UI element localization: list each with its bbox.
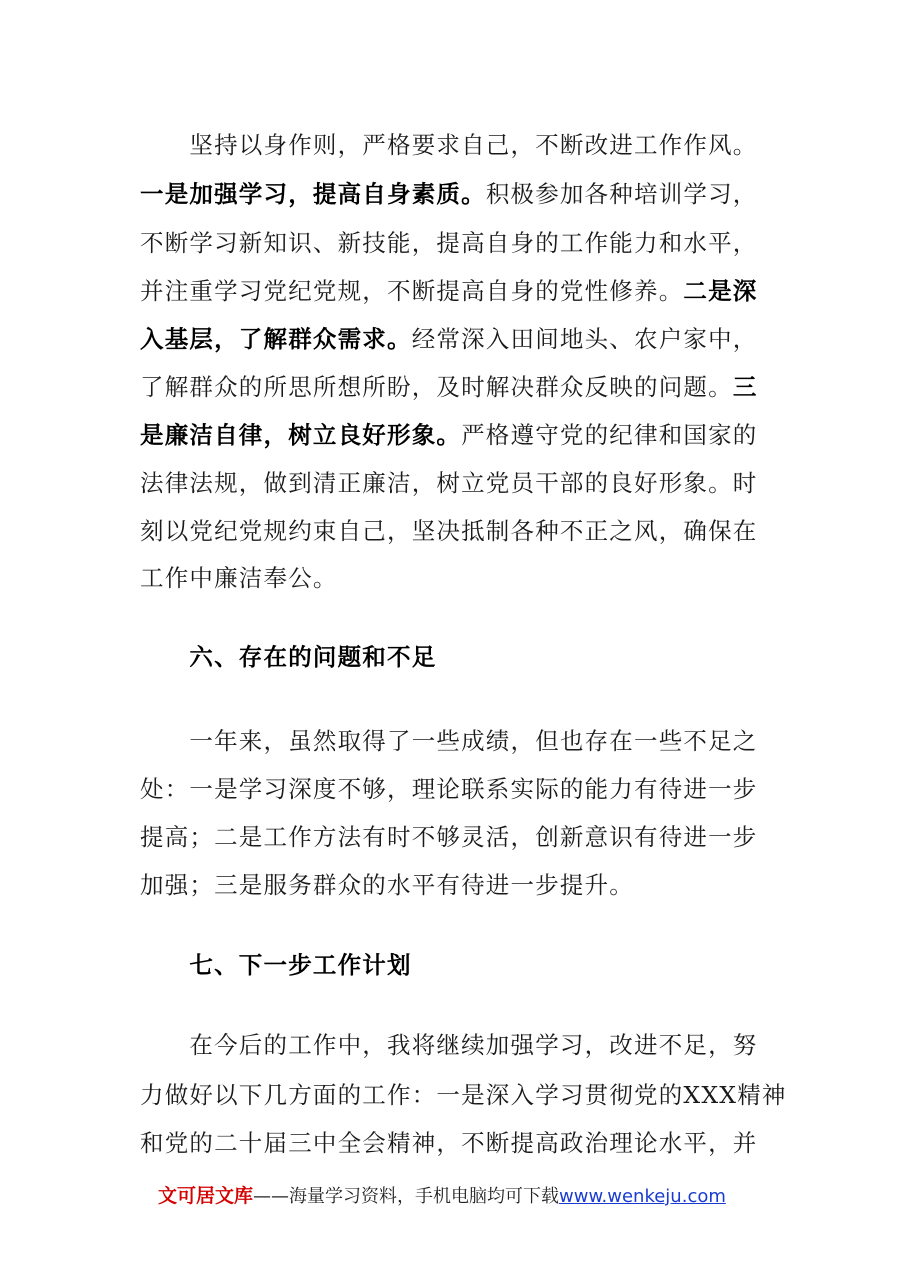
text-line xyxy=(140,822,780,852)
text-segment: 处：一是学习深度不够，理论联系实际的能力有待进一步 xyxy=(140,775,758,803)
text-segment: 工作中廉洁奉公。 xyxy=(140,564,338,592)
text-line xyxy=(140,726,780,756)
bold-text-segment: 三 xyxy=(732,373,758,401)
text-segment: 积极参加各种培训学习， xyxy=(485,180,758,208)
text-segment: 经常深入田间地头、农户家中， xyxy=(411,325,758,353)
bold-text-segment: 七、下一步工作计划 xyxy=(140,951,412,979)
text-segment: 严格遵守党的纪律和国家的 xyxy=(461,421,758,449)
text-segment: 加强；三是服务群众的水平有待进一步提升。 xyxy=(140,871,634,899)
text-segment: 和党的二十届三中全会精神，不断提高政治理论水平，并 xyxy=(140,1129,758,1157)
footer-tagline: ——海量学习资料，手机电脑均可下载 xyxy=(253,1186,560,1207)
text-line xyxy=(140,228,780,258)
text-segment: 刻以党纪党规约束自己，坚决抵制各种不正之风，确保在 xyxy=(140,517,758,545)
text-line xyxy=(140,1080,787,1110)
text-line xyxy=(140,420,780,450)
text-line xyxy=(140,468,780,498)
text-segment: 了解群众的所思所想所盼，及时解决群众反映的问题。 xyxy=(140,373,733,401)
text-line xyxy=(140,870,780,900)
text-line xyxy=(140,563,780,593)
text-segment: 坚持以身作则，严格要求自己，不断改进工作作风。 xyxy=(140,131,758,159)
text-segment: 并注重学习党纪党规，不断提高自身的党性修养。 xyxy=(140,277,684,305)
bold-text-segment: 是廉洁自律，树立良好形象。 xyxy=(140,421,462,449)
text-segment: 力做好以下几方面的工作：一是深入学习贯彻党的XXX精神 xyxy=(140,1081,787,1109)
text-segment: 提高；二是工作方法有时不够灵活，创新意识有待进一步 xyxy=(140,823,758,851)
text-line xyxy=(140,276,780,306)
text-line xyxy=(140,372,780,402)
footer-brand: 文可居文库 xyxy=(158,1185,254,1207)
bold-text-segment: 入基层，了解群众需求。 xyxy=(140,325,412,353)
footer-url-link[interactable]: www.wenkeju.com xyxy=(559,1186,726,1207)
text-line xyxy=(140,130,780,160)
bold-text-segment: 六、存在的问题和不足 xyxy=(140,643,437,671)
text-segment: 法律法规，做到清正廉洁，树立党员干部的良好形象。时 xyxy=(140,469,758,497)
text-segment: 不断学习新知识、新技能，提高自身的工作能力和水平， xyxy=(140,229,758,257)
text-line xyxy=(140,774,780,804)
text-line xyxy=(140,179,780,209)
bold-text-segment: 二是深 xyxy=(683,277,758,305)
text-line xyxy=(140,1128,780,1158)
text-line xyxy=(140,1030,780,1060)
text-segment: 在今后的工作中，我将继续加强学习，改进不足，努 xyxy=(140,1031,758,1059)
text-line xyxy=(140,324,780,354)
text-line xyxy=(140,516,780,546)
footer xyxy=(158,1182,798,1211)
text-line xyxy=(140,950,780,980)
text-segment: 一年来，虽然取得了一些成绩，但也存在一些不足之 xyxy=(140,727,758,755)
text-line xyxy=(140,642,780,672)
bold-text-segment: 一是加强学习，提高自身素质。 xyxy=(140,180,486,208)
